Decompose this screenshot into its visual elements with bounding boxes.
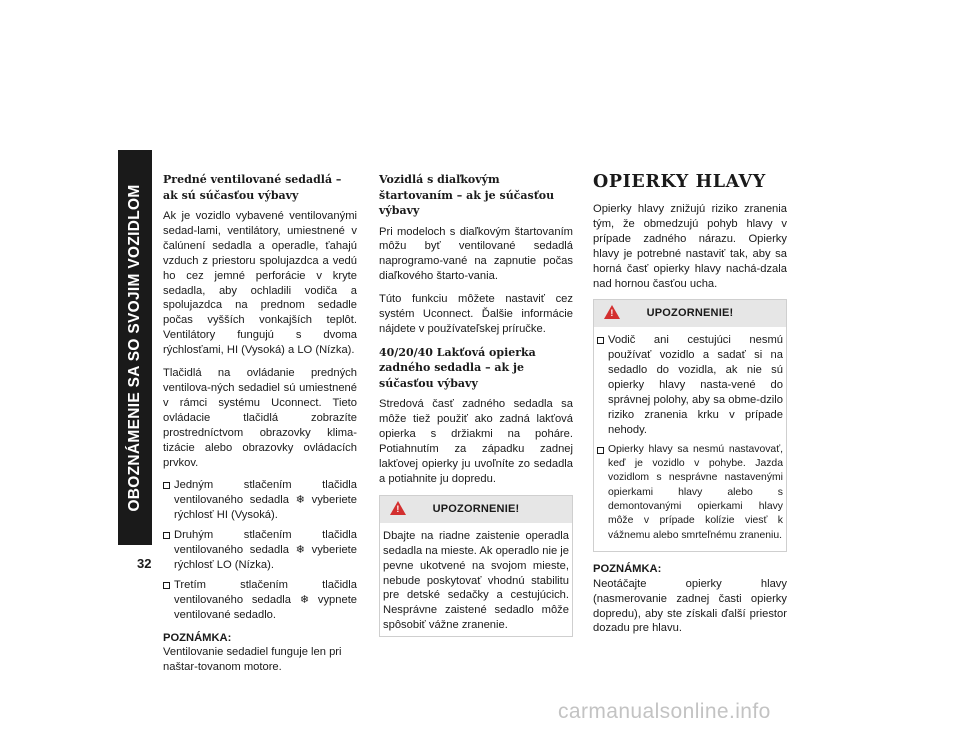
watermark: carmanualsonline.info bbox=[558, 700, 771, 723]
column-1 bbox=[163, 172, 357, 675]
chapter-title: OBOZNÁMENIE SA SO SVOJIM VOZIDLOM bbox=[126, 183, 143, 512]
ventilated-seat-icon: ❄ bbox=[299, 593, 310, 606]
warning-title: UPOZORNENIE! bbox=[432, 502, 520, 515]
chapter-side-tab bbox=[118, 150, 152, 545]
warning-box bbox=[593, 299, 787, 551]
ventilated-seat-icon: ❄ bbox=[295, 544, 305, 557]
page-number: 32 bbox=[137, 556, 152, 571]
note-text: Neotáčajte opierky hlavy (nasmerovanie zadnej časti opierky dopredu), aby ste získali ďalší priestor dozadu pre hlavu. bbox=[593, 577, 787, 635]
bullet-list bbox=[163, 478, 357, 622]
warning-header: ! UPOZORNENIE! bbox=[380, 496, 572, 523]
paragraph: Túto funkciu môžete nastaviť cez systém Uconnect. Ďalšie informácie nájdete v používateľskej príručke. bbox=[379, 293, 573, 335]
paragraph: Stredová časť zadného sedadla sa môže tiež použiť ako zadná lakťová opierka s držiakmi na poháre. Potiahnutím za západku zadnej lakťovej opierky ju uvoľníte zo sedadla a potiahnite ju dopredu. bbox=[379, 398, 573, 485]
warning-bullet-list bbox=[597, 333, 783, 542]
column-3 bbox=[593, 172, 787, 644]
list-item: Druhým stlačením tlačidla ventilovaného sedadla ❄ vyberiete rýchlosť LO (Nízka). bbox=[163, 528, 357, 573]
section-title-head-restraints: OPIERKY HLAVY bbox=[593, 172, 766, 192]
paragraph: Opierky hlavy znižujú riziko zranenia tým, že obmedzujú pohyb hlavy v prípade zadného nárazu. Opierky hlavy je potrebné nastaviť tak, aby sa horná časť opierky hlavy nachá-dzala nad hornou časťou ucha. bbox=[593, 203, 787, 290]
paragraph: Ak je vozidlo vybavené ventilovanými sedad-lami, ventilátory, umiestnené v čalúnení sedadla a operadle, ťahajú vzduch z priestoru spolujazdca a vedú ho cez jemné perforácie v kryte sedadla, aby ochladili vodiča a spolujazdca na prednom sedadle počas vyšších vonkajších teplôt. Ventilátory fungujú s dvoma rýchlosťami, HI (Vysoká) a LO (Nízka). bbox=[163, 210, 357, 357]
ventilated-seat-icon: ❄ bbox=[295, 494, 305, 507]
note-title: POZNÁMKA: bbox=[163, 631, 232, 644]
paragraph: Tlačidlá na ovládanie predných ventilova-ných sedadiel sú umiestnené v rámci systému Uconnect. Tieto ovládacie tlačidlá zobrazíte prostredníctvom obrazovky klima-tizácie alebo obrazovky ovládacích prvkov. bbox=[163, 367, 357, 469]
list-item: Vodič ani cestujúci nesmú používať vozidlo a sadať si na sedadlo do vozidla, ak nie sú opierky hlavy nasta-vené do správnej polohy, aby sa obme-dzilo riziko zranenia krku v prípade nehody. bbox=[597, 333, 783, 437]
note-text: Ventilovanie sedadiel funguje len pri naštar-tovanom motore. bbox=[163, 646, 342, 674]
list-item: Opierky hlavy sa nesmú nastavovať, keď je vozidlo v pohybe. Jazda vozidlom s nesprávne nastavenými opierkami hlavy alebo s demontovanými opierkami hlavy môže v prípade kolízie viesť k vážnemu alebo smrteľnému zraneniu. bbox=[597, 443, 783, 543]
warning-text: Dbajte na riadne zaistenie operadla sedadla na mieste. Ak operadlo nie je pevne ukotvené na svojom mieste, nebude poskytovať vhodnú stabilitu pre detské sedačky a cestujúcich. Nesprávne zaistené sedadlo môže spôsobiť vážne zranenie. bbox=[383, 529, 569, 632]
warning-box bbox=[379, 495, 573, 637]
section-heading-ventilated-seats: Predné ventilované sedadlá – ak sú súčasťou výbavy bbox=[163, 173, 342, 202]
paragraph: Pri modeloch s diaľkovým štartovaním môžu byť ventilované sedadlá naprogramo-vané na zapnutie počas diaľkového štarto-vania. bbox=[379, 225, 573, 283]
warning-body bbox=[594, 327, 786, 550]
section-heading-remote-start: Vozidlá s diaľkovým štartovaním – ak je súčasťou výbavy bbox=[379, 173, 555, 217]
warning-body bbox=[380, 523, 572, 636]
column-2 bbox=[379, 172, 573, 647]
warning-header: ! UPOZORNENIE! bbox=[594, 300, 786, 327]
list-item: Tretím stlačením tlačidla ventilovaného sedadla ❄ vypnete ventilované sedadlo. bbox=[163, 578, 357, 623]
list-item: Jedným stlačením tlačidla ventilovaného sedadla ❄ vyberiete rýchlosť HI (Vysoká). bbox=[163, 478, 357, 523]
warning-title: UPOZORNENIE! bbox=[646, 307, 734, 320]
section-heading-armrest: 40/20/40 Lakťová opierka zadného sedadla – ak je súčasťou výbavy bbox=[379, 345, 536, 390]
note-title: POZNÁMKA: bbox=[593, 562, 662, 575]
